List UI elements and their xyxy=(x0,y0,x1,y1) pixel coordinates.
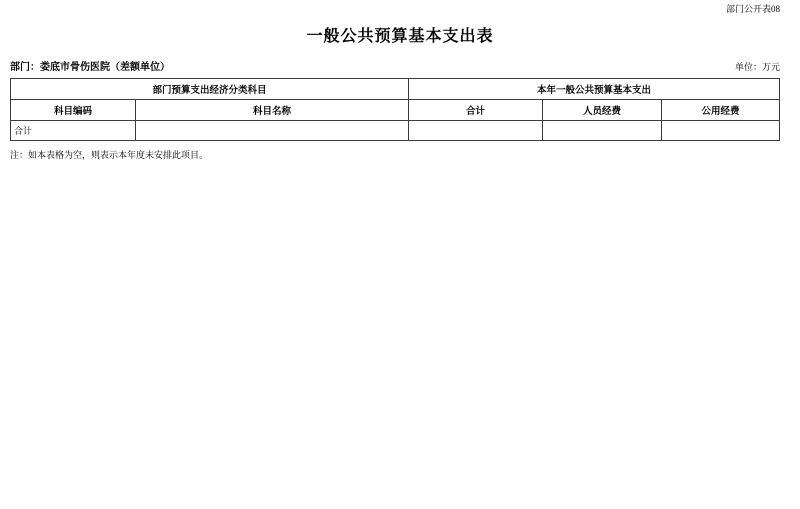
footnote: 注：如本表格为空，则表示本年度未安排此项目。 xyxy=(10,150,209,160)
budget-table xyxy=(10,78,780,141)
col-header-subject-name: 科目名称 xyxy=(136,100,409,121)
group-header-subject-classification: 部门预算支出经济分类科目 xyxy=(11,79,409,100)
col-header-personnel-funds: 人员经费 xyxy=(543,100,662,121)
column-header-row xyxy=(11,100,780,121)
unit-label: 单位：万元 xyxy=(734,62,780,72)
page-title: 一般公共预算基本支出表 xyxy=(306,28,494,45)
department-label: 部门：娄底市骨伤医院（差额单位） xyxy=(10,62,170,73)
cell-personnel-funds xyxy=(543,121,662,141)
group-header-basic-expenditure: 本年一般公共预算基本支出 xyxy=(409,79,780,100)
col-header-public-funds: 公用经费 xyxy=(662,100,780,121)
col-header-total: 合计 xyxy=(409,100,543,121)
cell-total xyxy=(409,121,543,141)
table-row-total xyxy=(11,121,780,141)
cell-subject-code: 合计 xyxy=(11,121,136,141)
doc-code-label: 部门公开表08 xyxy=(725,4,780,14)
cell-public-funds xyxy=(662,121,780,141)
meta-row xyxy=(10,58,780,73)
group-header-row xyxy=(11,79,780,100)
cell-subject-name xyxy=(136,121,409,141)
col-header-subject-code: 科目编码 xyxy=(11,100,136,121)
